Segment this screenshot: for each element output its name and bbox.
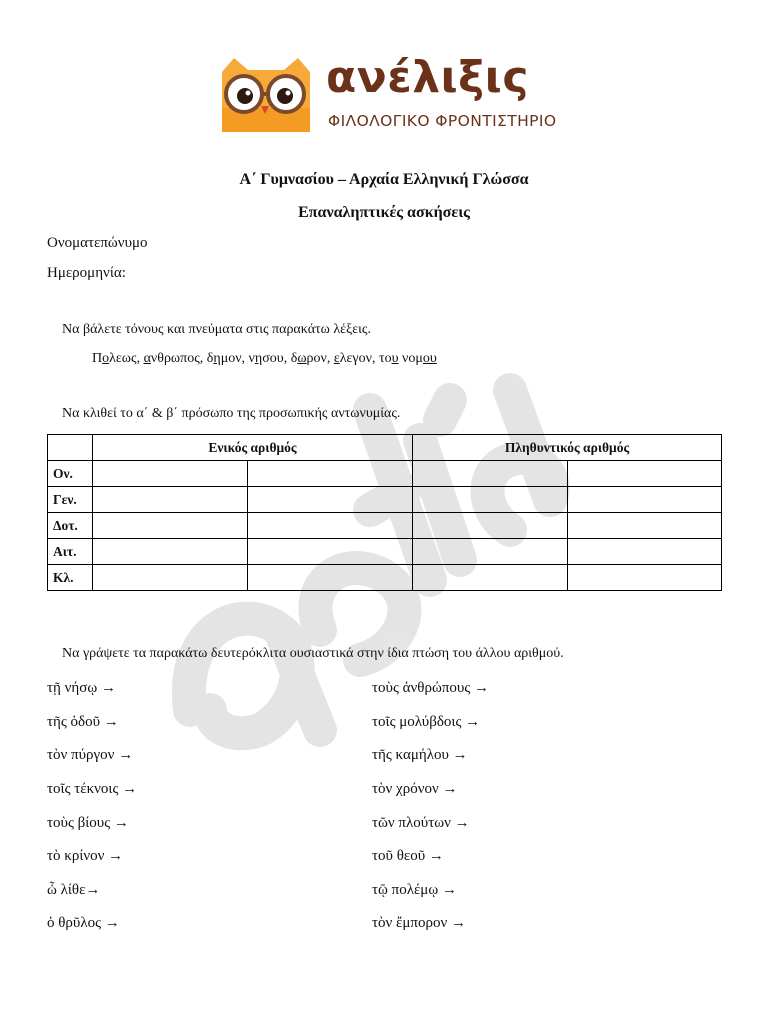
- exercise-1-word: [144, 351, 200, 366]
- exercise-1-word: [291, 351, 327, 366]
- exercise-1-word: [92, 351, 137, 366]
- underlined-letter: ου: [422, 351, 437, 366]
- pronoun-declension-table: [47, 434, 722, 591]
- case-label: Γεν.: [48, 487, 93, 513]
- exercise-1-word: [249, 351, 284, 366]
- answer-cell[interactable]: [93, 565, 248, 591]
- word-fragment: Π: [92, 351, 103, 366]
- owl-icon: [216, 58, 316, 136]
- word-fragment: νθρωπος: [150, 351, 200, 366]
- answer-cell[interactable]: [413, 513, 568, 539]
- exercise-3-item-left: τὸν πύργον →: [47, 747, 134, 763]
- table-row: [48, 487, 722, 513]
- underlined-letter: α: [143, 351, 151, 366]
- exercise-3-item-left: τῇ νήσῳ →: [47, 680, 116, 696]
- answer-cell[interactable]: [568, 513, 722, 539]
- underlined-letter: υ: [391, 351, 399, 366]
- underlined-letter: ω: [297, 351, 307, 366]
- exercise-1-word: [379, 351, 437, 366]
- answer-cell[interactable]: [248, 565, 413, 591]
- word-fragment: λεγον: [339, 351, 372, 366]
- exercise-2-instruction: Να κλιθεί το α΄ & β΄ πρόσωπο της προσωπικής αντωνυμίας.: [62, 406, 401, 421]
- word-fragment: ρον: [306, 351, 327, 366]
- answer-cell[interactable]: [568, 487, 722, 513]
- exercise-3-item-right: τοὺς ἀνθρώπους →: [372, 680, 490, 696]
- answer-cell[interactable]: [413, 539, 568, 565]
- word-fragment: το: [378, 351, 392, 366]
- answer-cell[interactable]: [248, 487, 413, 513]
- brand-subtitle: ΦΙΛΟΛΟΓΙΚΟ ΦΡΟΝΤΙΣΤΗΡΙΟ: [328, 112, 557, 130]
- word-fragment: λεως: [109, 351, 137, 366]
- case-label: Κλ.: [48, 565, 93, 591]
- exercise-3-item-left: ὦ λίθε→: [47, 882, 101, 898]
- answer-cell[interactable]: [413, 487, 568, 513]
- exercise-3-item-left: τοῖς τέκνοις →: [47, 781, 138, 797]
- page-subtitle: Επαναληπτικές ασκήσεις: [298, 204, 470, 221]
- word-fragment: ν: [248, 351, 255, 366]
- brand-name: ανέλιξις: [326, 52, 529, 103]
- word-fragment: μον: [220, 351, 242, 366]
- table-header-blank: [48, 435, 93, 461]
- exercise-3-item-left: τὸ κρίνον →: [47, 848, 124, 864]
- exercise-3-item-right: τὸν ἔμπορον →: [372, 915, 466, 931]
- answer-cell[interactable]: [93, 539, 248, 565]
- exercise-3-item-right: τῆς καμήλου →: [372, 747, 468, 763]
- case-label: Δοτ.: [48, 513, 93, 539]
- exercise-3-item-right: τῶν πλούτων →: [372, 815, 470, 831]
- exercise-3-item-right: τοῦ θεοῦ →: [372, 848, 444, 864]
- table-header-plural: Πληθυντικός αριθμός: [413, 435, 722, 461]
- underlined-letter: ο: [102, 351, 110, 366]
- exercise-3-item-left: ὁ θρῦλος →: [47, 915, 120, 931]
- underlined-letter: η: [213, 351, 221, 366]
- exercise-3-item-right: τῷ πολέμῳ →: [372, 882, 457, 898]
- word-fragment: νομ: [398, 351, 423, 366]
- word-fragment: σου: [262, 351, 284, 366]
- answer-cell[interactable]: [93, 513, 248, 539]
- answer-cell[interactable]: [93, 461, 248, 487]
- answer-cell[interactable]: [568, 565, 722, 591]
- answer-cell[interactable]: [413, 565, 568, 591]
- page-title: Α΄ Γυμνασίου – Αρχαία Ελληνική Γλώσσα: [239, 171, 529, 188]
- table-header-singular: Ενικός αριθμός: [93, 435, 413, 461]
- word-fragment: δ: [290, 351, 298, 366]
- case-label: Ον.: [48, 461, 93, 487]
- underlined-letter: η: [254, 351, 263, 366]
- underlined-letter: ε: [333, 351, 340, 366]
- name-field-label: Ονοματεπώνυμο: [47, 235, 148, 251]
- answer-cell[interactable]: [248, 461, 413, 487]
- exercise-3-instruction: Να γράψετε τα παρακάτω δευτερόκλιτα ουσιαστικά στην ίδια πτώση του άλλου αριθμού.: [62, 646, 564, 661]
- exercise-3-item-left: τοὺς βίους →: [47, 815, 129, 831]
- word-fragment: δ: [206, 351, 214, 366]
- case-label: Αιτ.: [48, 539, 93, 565]
- answer-cell[interactable]: [568, 539, 722, 565]
- table-row: [48, 539, 722, 565]
- exercise-3-item-right: τὸν χρόνον →: [372, 781, 458, 797]
- answer-cell[interactable]: [93, 487, 248, 513]
- date-field-label: Ημερομηνία:: [47, 265, 126, 281]
- brand-logo: [216, 52, 561, 136]
- exercise-1-word-list: Πολεως, ανθρωπος, δημον, νησου, δωρον, ελεγον, του νομου: [92, 351, 437, 366]
- table-header-row: [48, 435, 722, 461]
- answer-cell[interactable]: [568, 461, 722, 487]
- answer-cell[interactable]: [248, 513, 413, 539]
- table-row: [48, 513, 722, 539]
- table-row: [48, 461, 722, 487]
- answer-cell[interactable]: [248, 539, 413, 565]
- exercise-1-word: [334, 351, 372, 366]
- exercise-3-item-left: τῆς ὁδοῦ →: [47, 714, 119, 730]
- exercise-3-item-right: τοῖς μολύβδοις →: [372, 714, 481, 730]
- exercise-1-instruction: Να βάλετε τόνους και πνεύματα στις παρακάτω λέξεις.: [62, 322, 371, 337]
- exercise-1-word: [207, 351, 242, 366]
- answer-cell[interactable]: [413, 461, 568, 487]
- table-row: [48, 565, 722, 591]
